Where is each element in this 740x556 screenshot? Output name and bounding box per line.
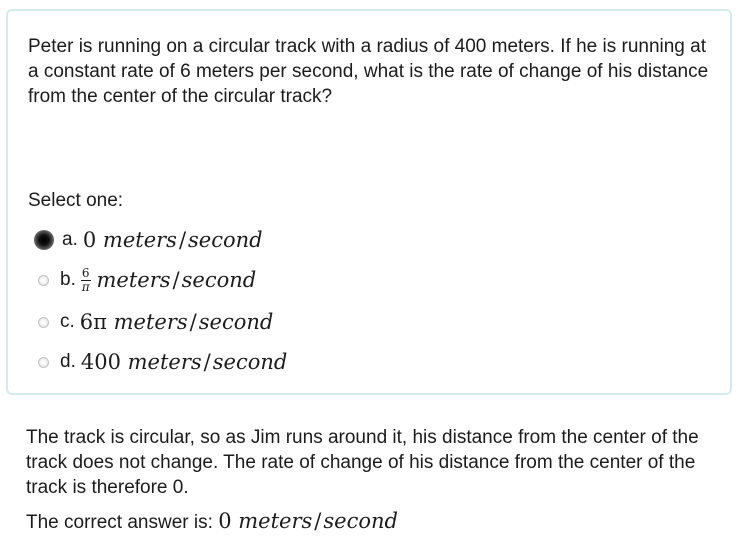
option-a[interactable] xyxy=(30,224,263,256)
slash: / xyxy=(203,350,211,374)
correct-answer-value: 0 xyxy=(218,509,232,533)
radio-icon[interactable] xyxy=(38,317,49,328)
correct-answer-unit: meters xyxy=(238,509,313,533)
option-value: 400 xyxy=(80,350,121,374)
option-letter: d. xyxy=(60,351,76,372)
option-c[interactable] xyxy=(30,306,273,338)
option-math xyxy=(83,228,263,252)
option-unit: meters xyxy=(127,350,202,374)
option-fraction xyxy=(81,267,91,294)
option-unit: meters xyxy=(102,228,177,252)
question-card xyxy=(6,9,732,395)
fraction-numerator: 6 xyxy=(81,265,90,280)
correct-answer-math xyxy=(218,509,398,533)
option-letter: a. xyxy=(62,229,78,250)
radio-selected-icon[interactable] xyxy=(34,230,54,250)
correct-answer xyxy=(26,507,398,537)
option-d[interactable] xyxy=(30,346,287,378)
option-value: 0 xyxy=(82,228,97,252)
slash: / xyxy=(189,310,197,334)
question-text: Peter is running on a circular track with a radius of 400 meters. If he is running at a constant rate of 6 meters per second, what is the rate of change of his distance from the center of the circular track? xyxy=(28,36,709,107)
option-value: 6π xyxy=(79,310,107,334)
feedback-explanation: The track is circular, so as Jim runs around it, his distance from the center of the track does not change. The rate of change of his distance from the center of the track is therefore 0. xyxy=(26,427,699,498)
option-unit: meters xyxy=(113,310,188,334)
option-unit: meters xyxy=(96,268,171,292)
option-b[interactable] xyxy=(30,264,256,296)
option-per: second xyxy=(181,268,257,292)
select-one-label: Select one: xyxy=(28,190,124,211)
fraction-denominator: π xyxy=(81,279,90,294)
option-per: second xyxy=(198,310,274,334)
option-math xyxy=(97,268,257,292)
slash: / xyxy=(314,509,322,533)
option-per: second xyxy=(188,228,263,252)
slash: / xyxy=(172,268,180,292)
option-per: second xyxy=(212,350,288,374)
slash: / xyxy=(178,228,187,252)
option-letter: c. xyxy=(60,311,75,332)
correct-answer-per: second xyxy=(323,509,398,533)
option-math xyxy=(81,350,287,374)
radio-icon[interactable] xyxy=(38,357,49,368)
radio-icon[interactable] xyxy=(38,275,49,286)
option-math xyxy=(80,310,274,334)
option-letter: b. xyxy=(60,269,76,290)
correct-answer-label: The correct answer is: xyxy=(26,512,213,533)
